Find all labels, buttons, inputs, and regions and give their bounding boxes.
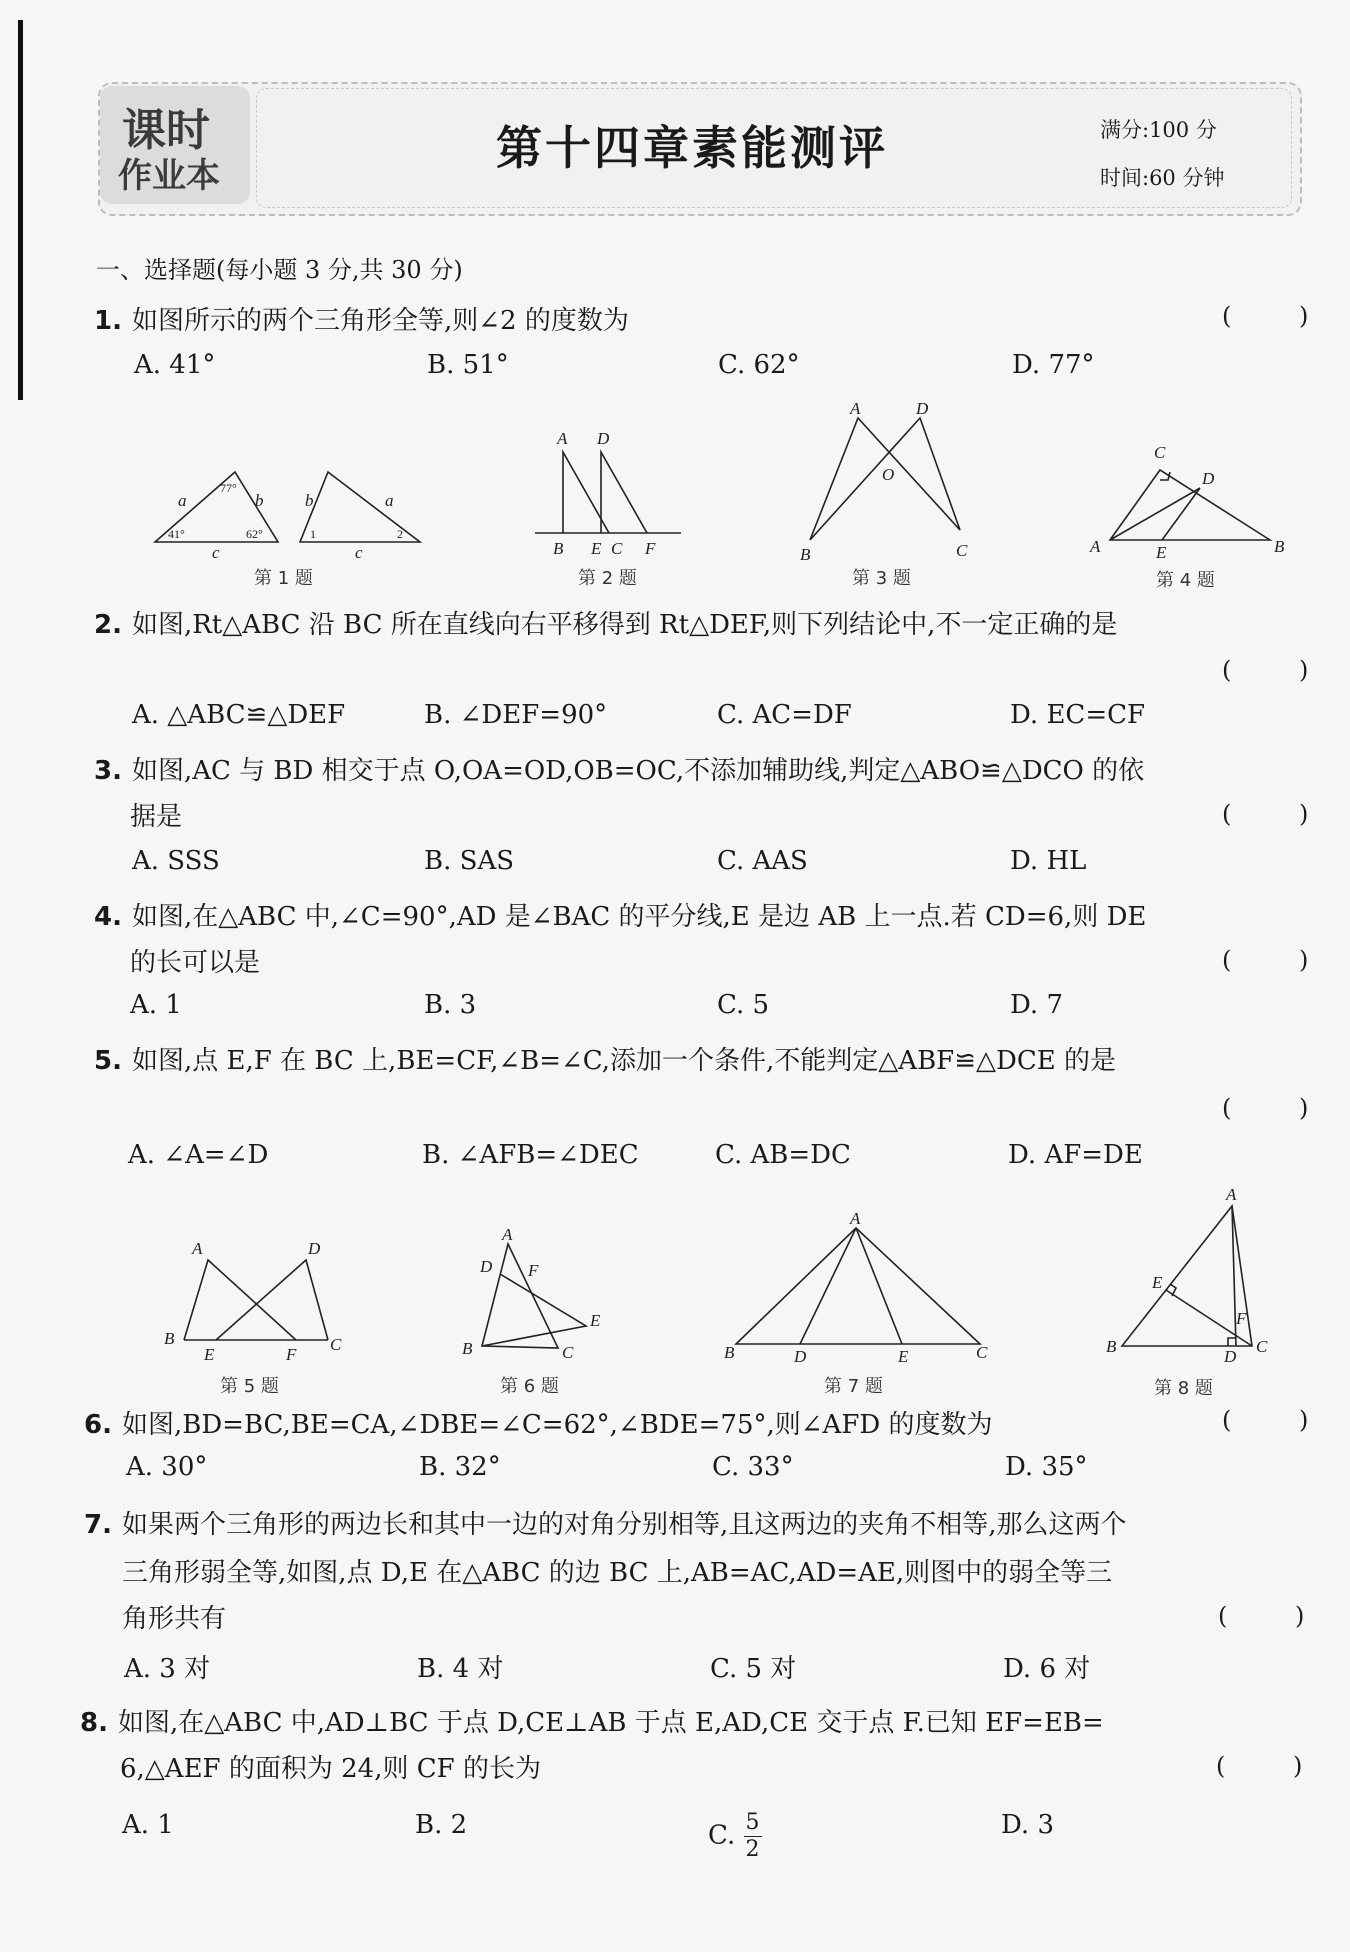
q3-option-b: B. SAS (424, 846, 515, 876)
caption-figure-4: 第 4 题 (1156, 570, 1215, 591)
q2-option-a: A. △ABC≌△DEF (132, 700, 346, 730)
figure-label: B (462, 1339, 473, 1358)
q7-option-d: D. 6 对 (1003, 1654, 1091, 1684)
question-8: 8. 如图,在△ABC 中,AD⊥BC 于点 D,CE⊥AB 于点 E,AD,CE 交于点 F.已知 EF=EB= (80, 1708, 1104, 1738)
figure-8 (1100, 1185, 1280, 1366)
logo (100, 86, 250, 204)
figure-label: C (976, 1343, 988, 1362)
question-2: 2. 如图,Rt△ABC 沿 BC 所在直线向右平移得到 Rt△DEF,则下列结论中,不一定正确的是 (94, 610, 1118, 640)
figure-6 (458, 1225, 618, 1362)
answer-paren-3: ( ) (1222, 800, 1339, 828)
q8-option-d: D. 3 (1001, 1810, 1054, 1840)
question-4: 4. 如图,在△ABC 中,∠C=90°,AD 是∠BAC 的平分线,E 是边 AB 上一点.若 CD=6,则 DE (94, 902, 1147, 932)
answer-paren-1: ( ) (1222, 302, 1339, 330)
figure-label: C (562, 1343, 574, 1362)
figure-label: C (611, 539, 623, 558)
q1-option-d: D. 77° (1012, 350, 1095, 380)
q5-option-a: A. ∠A=∠D (128, 1140, 269, 1170)
caption-figure-3: 第 3 题 (852, 568, 911, 589)
q6-option-c: C. 33° (712, 1452, 794, 1482)
q7-option-a: A. 3 对 (124, 1654, 211, 1684)
figure-label: D (308, 1239, 321, 1258)
answer-paren-8: ( ) (1216, 1752, 1333, 1780)
figure-3 (800, 399, 980, 564)
logo-line2: 作业本 (118, 156, 220, 196)
figure-label: c (355, 543, 363, 562)
q3-option-c: C. AAS (717, 846, 808, 876)
q1-option-a: A. 41° (134, 350, 216, 380)
figure-label: C (1256, 1337, 1268, 1356)
figure-1 (150, 460, 430, 562)
figure-label: A (850, 399, 861, 418)
q4-option-c: C. 5 (717, 990, 770, 1020)
figure-label: D (794, 1347, 807, 1366)
figure-label: D (480, 1257, 493, 1276)
q8-option-a: A. 1 (122, 1810, 174, 1840)
figure-label: D (1224, 1347, 1237, 1366)
answer-paren-2: ( ) (1222, 656, 1339, 684)
figure-label: 62° (246, 527, 263, 541)
figure-label: b (305, 491, 314, 510)
figure-label: F (528, 1261, 539, 1280)
figure-label: c (212, 543, 220, 562)
question-7: 7. 如果两个三角形的两边长和其中一边的对角分别相等,且这两边的夹角不相等,那么这两个 (84, 1510, 1127, 1540)
figure-label: D (597, 429, 610, 448)
question-3-line-2: 据是 (130, 802, 183, 832)
figure-label: E (1152, 1273, 1163, 1292)
figure-label: F (1236, 1309, 1247, 1328)
q5-option-d: D. AF=DE (1008, 1140, 1143, 1170)
figure-label: D (1202, 469, 1215, 488)
figure-5 (160, 1239, 350, 1364)
figure-label: E (898, 1347, 909, 1366)
caption-figure-6: 第 6 题 (500, 1376, 559, 1397)
figure-label: B (553, 539, 564, 558)
q2-option-b: B. ∠DEF=90° (424, 700, 608, 730)
figure-label: C (1154, 443, 1166, 462)
q4-option-b: B. 3 (424, 990, 477, 1020)
figure-label: b (255, 491, 264, 510)
caption-figure-1: 第 1 题 (254, 568, 313, 589)
q1-option-b: B. 51° (427, 350, 509, 380)
figure-label: E (591, 539, 602, 558)
q5-option-b: B. ∠AFB=∠DEC (422, 1140, 639, 1170)
figure-label: A (1226, 1185, 1237, 1204)
binding-edge (18, 20, 23, 400)
figure-label: E (590, 1311, 601, 1330)
figure-label: 77° (220, 481, 237, 495)
question-4-line-2: 的长可以是 (130, 948, 261, 978)
figure-label: D (916, 399, 929, 418)
figure-label: F (286, 1345, 297, 1364)
caption-figure-8: 第 8 题 (1154, 1378, 1213, 1399)
q5-option-c: C. AB=DC (715, 1140, 851, 1170)
page-title: 第十四章素能测评 (496, 121, 888, 175)
question-7-line-2: 三角形弱全等,如图,点 D,E 在△ABC 的边 BC 上,AB=AC,AD=AE,则图中的弱全等三 (122, 1558, 1113, 1588)
q3-option-d: D. HL (1010, 846, 1087, 876)
figure-label: A (557, 429, 568, 448)
q6-option-b: B. 32° (419, 1452, 501, 1482)
figure-7 (722, 1209, 992, 1366)
figure-label: B (1274, 537, 1285, 556)
figure-label: B (164, 1329, 175, 1348)
answer-paren-4: ( ) (1222, 946, 1339, 974)
q8-option-c: C. $\frac{5}{2}$ (708, 1810, 760, 1862)
figure-label: C (956, 541, 968, 560)
figure-label: 1 (310, 527, 316, 541)
time-limit: 时间:60 分钟 (1100, 166, 1225, 190)
q6-option-a: A. 30° (126, 1452, 208, 1482)
q4-option-a: A. 1 (130, 990, 182, 1020)
question-6: 6. 如图,BD=BC,BE=CA,∠DBE=∠C=62°,∠BDE=75°,则∠AFD 的度数为 (84, 1410, 993, 1440)
answer-paren-7: ( ) (1218, 1602, 1335, 1630)
question-7-line-3: 角形共有 (122, 1604, 227, 1634)
q2-option-d: D. EC=CF (1010, 700, 1146, 730)
q6-option-d: D. 35° (1005, 1452, 1088, 1482)
question-8-line-2: 6,△AEF 的面积为 24,则 CF 的长为 (120, 1754, 541, 1784)
caption-figure-7: 第 7 题 (824, 1376, 883, 1397)
figure-label: B (1106, 1337, 1117, 1356)
figure-2 (535, 430, 685, 560)
figure-label: 2 (397, 527, 403, 541)
q4-option-d: D. 7 (1010, 990, 1063, 1020)
caption-figure-2: 第 2 题 (578, 568, 637, 589)
figure-label: 41° (168, 527, 185, 541)
fraction: $\frac{5}{2}$ (745, 1810, 760, 1862)
q1-option-c: C. 62° (718, 350, 800, 380)
answer-paren-5: ( ) (1222, 1094, 1339, 1122)
figure-label: B (724, 1343, 735, 1362)
q2-option-c: C. AC=DF (717, 700, 852, 730)
figure-label: B (800, 545, 811, 564)
figure-label: C (330, 1335, 342, 1354)
figure-label: A (850, 1209, 861, 1228)
figure-label: F (645, 539, 656, 558)
q8-option-b: B. 2 (415, 1810, 468, 1840)
answer-paren-6: ( ) (1222, 1406, 1339, 1434)
caption-figure-5: 第 5 题 (220, 1376, 279, 1397)
question-5: 5. 如图,点 E,F 在 BC 上,BE=CF,∠B=∠C,添加一个条件,不能判定△ABF≌△DCE 的是 (94, 1046, 1116, 1076)
full-score: 满分:100 分 (1100, 118, 1217, 142)
figure-label: E (204, 1345, 215, 1364)
q7-option-c: C. 5 对 (710, 1654, 797, 1684)
figure-label: O (882, 465, 895, 484)
figure-label: A (502, 1225, 513, 1244)
section-heading: 一、选择题(每小题 3 分,共 30 分) (96, 256, 463, 284)
figure-label: A (1090, 537, 1101, 556)
f1-label: a (178, 491, 187, 510)
figure-label: A (192, 1239, 203, 1258)
q3-option-a: A. SSS (132, 846, 220, 876)
question-1: 1. 如图所示的两个三角形全等,则∠2 的度数为 (94, 306, 629, 336)
logo-line1: 课时 (122, 105, 210, 156)
figure-label: a (385, 491, 394, 510)
question-3: 3. 如图,AC 与 BD 相交于点 O,OA=OD,OB=OC,不添加辅助线,判定△ABO≌△DCO 的依 (94, 756, 1145, 786)
q7-option-b: B. 4 对 (417, 1654, 504, 1684)
figure-4 (1090, 440, 1290, 560)
figure-label: E (1156, 543, 1167, 562)
